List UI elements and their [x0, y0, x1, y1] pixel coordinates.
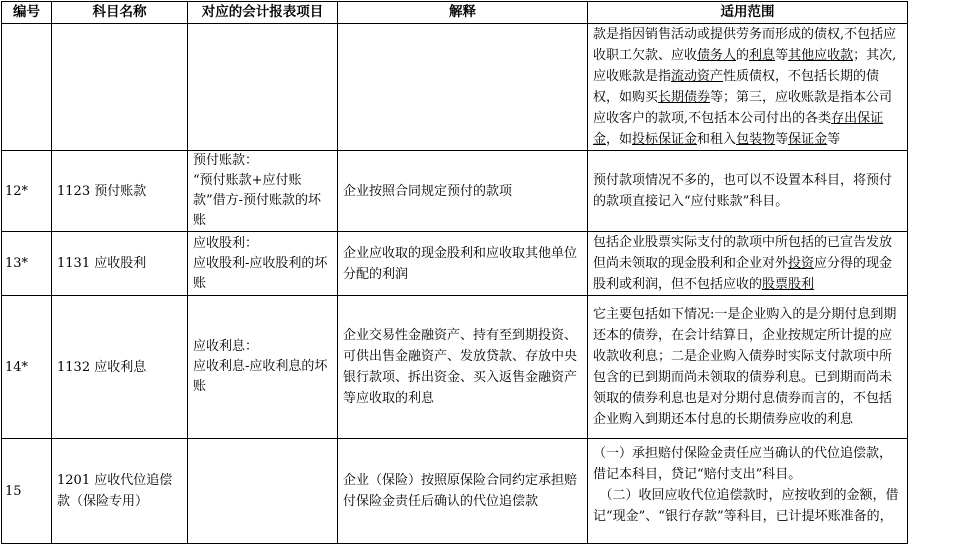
underlined-term: 其他应收款	[788, 48, 854, 63]
row-scope	[588, 296, 908, 439]
row-explanation: 企业（保险）按照原保险合同约定承担赔付保险金责任后确认的代位追偿款	[338, 439, 588, 544]
header-row	[2, 2, 908, 24]
row-report-item: 应收利息： 应收利息-应收利息的坏账	[188, 296, 338, 439]
scope-text: 应分得的现金股利或利润，但不包括应收的	[593, 256, 893, 292]
underlined-term: 债务人	[697, 48, 737, 63]
table-row	[2, 439, 908, 544]
scope-text: 和租入	[697, 132, 737, 147]
row-scope	[588, 24, 908, 151]
header-scope: 适用范围	[588, 2, 908, 24]
header-explanation: 解释	[338, 2, 588, 24]
underlined-term: 投资	[788, 256, 815, 271]
header-report-item: 对应的会计报表项目	[188, 2, 338, 24]
scope-text: 等	[827, 132, 841, 147]
row-explanation: 企业交易性金融资产、持有至到期投资、可供出售金融资产、发放贷款、存放中央银行款项、拆出资金、买入返售金融资产等应收取的利息	[338, 296, 588, 439]
row-subject: 1201 应收代位追偿款（保险专用）	[52, 439, 188, 544]
table-row	[2, 296, 908, 439]
scope-text: 款是指因销售活动或提供劳务而形成的债权,不包括应收职工欠款、应收	[593, 27, 897, 63]
row-id: 14*	[2, 296, 52, 439]
row-subject: 1123 预付账款	[52, 151, 188, 232]
row-id: 15	[2, 439, 52, 544]
scope-text: 它主要包括如下情况:一是企业购入的是分期付息到期还本的债券，在会计结算日，企业按规定所计提的应收款收利息；二是企业购入债券时实际支付款项中所包含的已到期而尚未领取的债券利息。已到期而尚未领取的债券利息也是对分期付息债券而言的，不包括企业购入到期还本付息的长期债券应收的利息	[593, 307, 897, 427]
row-scope	[588, 151, 908, 232]
row-report-item: 应收股利： 应收股利-应收股利的坏账	[188, 232, 338, 296]
row-id: 12*	[2, 151, 52, 232]
scope-text: 的	[736, 48, 750, 63]
row-subject: 1132 应收利息	[52, 296, 188, 439]
row-explanation	[338, 24, 588, 151]
underlined-term: 保证金	[788, 132, 828, 147]
scope-text: ，如	[606, 132, 633, 147]
row-id	[2, 24, 52, 151]
row-report-item	[188, 24, 338, 151]
scope-text: 等	[775, 132, 789, 147]
header-subject: 科目名称	[52, 2, 188, 24]
underlined-term: 股票股利	[762, 277, 815, 292]
row-id: 13*	[2, 232, 52, 296]
underlined-term: 长期债券	[658, 90, 711, 105]
underlined-term: 利息	[749, 48, 776, 63]
table-row	[2, 232, 908, 296]
underlined-term: 存出保证金	[593, 111, 884, 147]
scope-text: 预付款项情况不多的，也可以不设置本科目，将预付的款项直接记入“应付账款”科目。	[593, 173, 893, 209]
row-report-item: 预付账款： “预付账款+应付账款”借方-预付账款的坏账	[188, 151, 338, 232]
accounting-subjects-table	[1, 1, 908, 544]
underlined-term: 流动资产	[671, 69, 724, 84]
scope-text: 等；第三，应收账款是指本公司应收客户的款项,不包括本公司付出的各类	[593, 90, 893, 126]
underlined-term: 投标保证金	[632, 132, 698, 147]
scope-text: （一）承担赔付保险金责任应当确认的代位追偿款，借记本科目，贷记“赔付支出”科目。 （二）收回应收代位追偿款时，应按收到的金额，借记“现金”、“银行存款”等科目，已计提坏账准备的，	[593, 446, 899, 524]
row-explanation: 企业应收取的现金股利和应收取其他单位分配的利润	[338, 232, 588, 296]
underlined-term: 包装物	[736, 132, 776, 147]
scope-text: 性质债权，不包括长期的债权，如购买	[593, 69, 880, 105]
row-subject	[52, 24, 188, 151]
row-scope	[588, 439, 908, 544]
header-id: 编号	[2, 2, 52, 24]
scope-text: 包括企业股票实际支付的款项中所包括的已宣告发放但尚未领取的现金股利和企业对外	[593, 235, 893, 271]
table-row	[2, 151, 908, 232]
table-row	[2, 24, 908, 151]
scope-text: ；其次,应收账款是指	[593, 48, 897, 84]
scope-text: 等	[775, 48, 789, 63]
row-scope	[588, 232, 908, 296]
row-explanation: 企业按照合同规定预付的款项	[338, 151, 588, 232]
row-subject: 1131 应收股利	[52, 232, 188, 296]
row-report-item	[188, 439, 338, 544]
